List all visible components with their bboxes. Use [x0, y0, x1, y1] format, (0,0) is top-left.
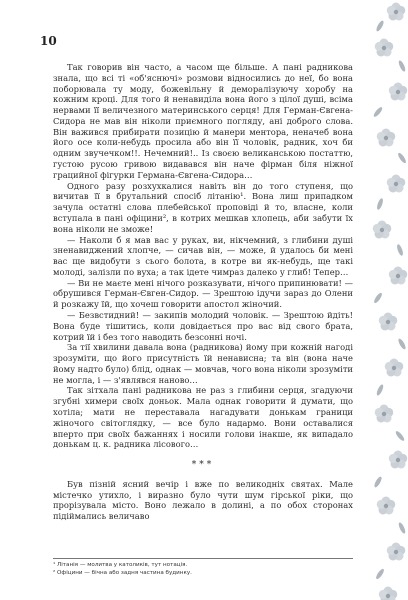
- paragraph-5: — Безвстидний! — закипів молодий чоловік. — Зрештою йдіть! Вона буде тішитись, коли довідається про вас від свого брата, котрий їй і без того наводить безсонні ночі.: [53, 309, 353, 342]
- floral-border-decoration: [366, 0, 408, 600]
- page-number: 10: [40, 34, 57, 48]
- body-text: [53, 62, 353, 522]
- paragraph-4: — Ви не маєте мені нічого розказувати, нічого припинювати! — обрушився Герман-Євген-Сидор. — Зрештою ідучи зараз до Олени й розкажу їй, що хочеш говорити апостол жіночий.: [53, 277, 353, 310]
- paragraph-6: За тії хвилини давала вона (радникова) йому при кожній нагоді зрозуміти, що його присутність їй ненависна; та він (вона наче йому надто було) блід, однак — мовчав, чого вона ніколи зрозуміти не могла, і — з'являвся наново…: [53, 342, 353, 385]
- paragraph-1: Так говорив він часто, а часом ще більше. А пані радникова знала, що всі ті «об'яснючі» розмови відносились до неї, бо вона поборювала ту моду, божевільну й деморалізуючу хоробу на кожним кроці. Для того й ненавиділа вона його з цілої душі, всіма нервами її величезного материнського серця! Для Герман-Євгена-Сидора не мав він ніколи приємного погляду, ані доброго слова. Він важився прибирати позицію й манери ментора, неначеб вона його осе коли-небудь просила або він її чоловік, радник, хоч би одним звучечком!!. Нечемний!.. Із своєю великанською постаттю, густою русою гривою видавався він наче фірман біля ніжної грацийної фігурки Германа-Євгена-Сидора…: [53, 62, 353, 180]
- paragraph-7: Так зітхала пані радникова не раз з глибини серця, згадуючи згубні химери своїх доньок. Мала однак говорити й думати, що хотіла; мати не переставала нагадувати донькам граници жіночого світоглядку, — все було надармо. Вони оставалися вперто при своїх бажаннях і носили голови інакше, як випадало донькам ц. к. радника лісового…: [53, 385, 353, 450]
- paragraph-8: Був пізній ясний вечір і вже по великодніх святах. Мале містечко утихло, і виразно було чути шум гірської ріки, що прорізувала місто. Воно лежало в долині, а по обох сторонах підіймались величаво: [53, 478, 353, 522]
- footnotes: [53, 558, 353, 577]
- paragraph-3: — Наколи б я мав вас у руках, ви, нікчемний, з глибини душі зненавиджений хлопче, — сичав він, — може, й удалось би мені вас ще видобути з сього болота, в котре ви як-небудь, ще такі молоді, залізли по вуха; а так ідете чимраз далеко у глиб! Тепер…: [53, 234, 353, 277]
- footnote-2: ² Офіцини — бічна або задня частина будинку.: [53, 570, 192, 576]
- section-separator: ***: [191, 460, 215, 471]
- footnote-1: ¹ Літанія — молитва у католиків, тут нотація.: [53, 562, 188, 568]
- floral-pattern-icon: [366, 0, 408, 600]
- paragraph-2: Одного разу розхухкалися навіть він до того ступеня, що вичитав її в брутальний спосіб літанію¹. Вона лиш припадком зачула остатні слова плебейської проповіді й то, власне, коли вступала в пані офіцини², в котрих мешкав хлопець, аби забути їх вона ніколи не зможе!: [53, 180, 353, 234]
